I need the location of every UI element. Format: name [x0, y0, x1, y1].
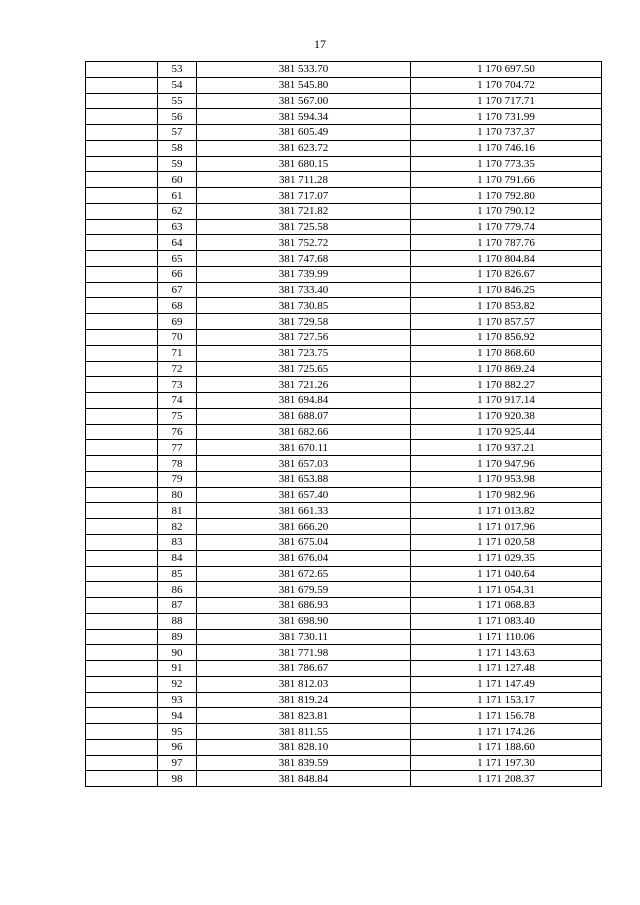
y-coordinate-cell: 1 170 790.12	[411, 203, 602, 219]
point-number-cell: 55	[158, 93, 197, 109]
blank-cell	[86, 188, 158, 204]
point-number-cell: 59	[158, 156, 197, 172]
blank-cell	[86, 203, 158, 219]
point-number-cell: 66	[158, 266, 197, 282]
y-coordinate-cell: 1 171 188.60	[411, 739, 602, 755]
table-row	[86, 172, 602, 188]
x-coordinate-cell: 381 680.15	[197, 156, 411, 172]
blank-cell	[86, 739, 158, 755]
y-coordinate-cell: 1 170 868.60	[411, 345, 602, 361]
table-row	[86, 471, 602, 487]
y-coordinate-cell: 1 170 773.35	[411, 156, 602, 172]
table-row	[86, 235, 602, 251]
x-coordinate-cell: 381 567.00	[197, 93, 411, 109]
y-coordinate-cell: 1 171 174.26	[411, 724, 602, 740]
y-coordinate-cell: 1 170 982.96	[411, 487, 602, 503]
blank-cell	[86, 456, 158, 472]
blank-cell	[86, 345, 158, 361]
table-row	[86, 393, 602, 409]
x-coordinate-cell: 381 823.81	[197, 708, 411, 724]
point-number-cell: 84	[158, 550, 197, 566]
coordinates-table-body	[86, 62, 602, 787]
x-coordinate-cell: 381 786.67	[197, 661, 411, 677]
point-number-cell: 90	[158, 645, 197, 661]
y-coordinate-cell: 1 170 746.16	[411, 140, 602, 156]
x-coordinate-cell: 381 672.65	[197, 566, 411, 582]
point-number-cell: 68	[158, 298, 197, 314]
table-row	[86, 661, 602, 677]
blank-cell	[86, 645, 158, 661]
blank-cell	[86, 708, 158, 724]
table-row	[86, 314, 602, 330]
blank-cell	[86, 125, 158, 141]
y-coordinate-cell: 1 171 127.48	[411, 661, 602, 677]
table-row	[86, 629, 602, 645]
y-coordinate-cell: 1 170 826.67	[411, 266, 602, 282]
blank-cell	[86, 440, 158, 456]
table-row	[86, 598, 602, 614]
blank-cell	[86, 282, 158, 298]
point-number-cell: 75	[158, 408, 197, 424]
table-row	[86, 503, 602, 519]
y-coordinate-cell: 1 171 153.17	[411, 692, 602, 708]
x-coordinate-cell: 381 729.58	[197, 314, 411, 330]
x-coordinate-cell: 381 698.90	[197, 613, 411, 629]
blank-cell	[86, 598, 158, 614]
y-coordinate-cell: 1 170 917.14	[411, 393, 602, 409]
table-row	[86, 724, 602, 740]
point-number-cell: 82	[158, 519, 197, 535]
x-coordinate-cell: 381 730.85	[197, 298, 411, 314]
x-coordinate-cell: 381 752.72	[197, 235, 411, 251]
point-number-cell: 64	[158, 235, 197, 251]
y-coordinate-cell: 1 171 110.06	[411, 629, 602, 645]
point-number-cell: 70	[158, 330, 197, 346]
x-coordinate-cell: 381 694.84	[197, 393, 411, 409]
y-coordinate-cell: 1 170 804.84	[411, 251, 602, 267]
x-coordinate-cell: 381 676.04	[197, 550, 411, 566]
table-row	[86, 613, 602, 629]
y-coordinate-cell: 1 171 068.83	[411, 598, 602, 614]
blank-cell	[86, 156, 158, 172]
blank-cell	[86, 77, 158, 93]
point-number-cell: 57	[158, 125, 197, 141]
x-coordinate-cell: 381 839.59	[197, 755, 411, 771]
y-coordinate-cell: 1 171 029.35	[411, 550, 602, 566]
x-coordinate-cell: 381 812.03	[197, 676, 411, 692]
blank-cell	[86, 235, 158, 251]
table-row	[86, 125, 602, 141]
table-row	[86, 534, 602, 550]
x-coordinate-cell: 381 666.20	[197, 519, 411, 535]
table-row	[86, 156, 602, 172]
point-number-cell: 61	[158, 188, 197, 204]
blank-cell	[86, 566, 158, 582]
x-coordinate-cell: 381 721.26	[197, 377, 411, 393]
blank-cell	[86, 219, 158, 235]
x-coordinate-cell: 381 594.34	[197, 109, 411, 125]
table-row	[86, 692, 602, 708]
table-row	[86, 771, 602, 787]
x-coordinate-cell: 381 828.10	[197, 739, 411, 755]
table-row	[86, 519, 602, 535]
x-coordinate-cell: 381 725.58	[197, 219, 411, 235]
table-row	[86, 77, 602, 93]
coordinates-table	[85, 61, 602, 787]
point-number-cell: 63	[158, 219, 197, 235]
y-coordinate-cell: 1 171 197.30	[411, 755, 602, 771]
x-coordinate-cell: 381 545.80	[197, 77, 411, 93]
x-coordinate-cell: 381 717.07	[197, 188, 411, 204]
table-row	[86, 298, 602, 314]
point-number-cell: 88	[158, 613, 197, 629]
point-number-cell: 94	[158, 708, 197, 724]
table-row	[86, 109, 602, 125]
y-coordinate-cell: 1 170 953.98	[411, 471, 602, 487]
y-coordinate-cell: 1 171 013.82	[411, 503, 602, 519]
y-coordinate-cell: 1 170 787.76	[411, 235, 602, 251]
blank-cell	[86, 93, 158, 109]
blank-cell	[86, 377, 158, 393]
point-number-cell: 96	[158, 739, 197, 755]
point-number-cell: 54	[158, 77, 197, 93]
table-row	[86, 550, 602, 566]
y-coordinate-cell: 1 170 846.25	[411, 282, 602, 298]
x-coordinate-cell: 381 686.93	[197, 598, 411, 614]
y-coordinate-cell: 1 170 717.71	[411, 93, 602, 109]
x-coordinate-cell: 381 653.88	[197, 471, 411, 487]
table-row	[86, 408, 602, 424]
y-coordinate-cell: 1 170 792.80	[411, 188, 602, 204]
blank-cell	[86, 361, 158, 377]
x-coordinate-cell: 381 747.68	[197, 251, 411, 267]
table-row	[86, 282, 602, 298]
point-number-cell: 97	[158, 755, 197, 771]
x-coordinate-cell: 381 682.66	[197, 424, 411, 440]
y-coordinate-cell: 1 171 040.64	[411, 566, 602, 582]
table-row	[86, 345, 602, 361]
x-coordinate-cell: 381 811.55	[197, 724, 411, 740]
y-coordinate-cell: 1 171 143.63	[411, 645, 602, 661]
point-number-cell: 56	[158, 109, 197, 125]
blank-cell	[86, 266, 158, 282]
y-coordinate-cell: 1 170 882.27	[411, 377, 602, 393]
point-number-cell: 86	[158, 582, 197, 598]
table-row	[86, 219, 602, 235]
blank-cell	[86, 314, 158, 330]
y-coordinate-cell: 1 170 856.92	[411, 330, 602, 346]
x-coordinate-cell: 381 721.82	[197, 203, 411, 219]
y-coordinate-cell: 1 171 017.96	[411, 519, 602, 535]
x-coordinate-cell: 381 623.72	[197, 140, 411, 156]
y-coordinate-cell: 1 171 156.78	[411, 708, 602, 724]
x-coordinate-cell: 381 688.07	[197, 408, 411, 424]
point-number-cell: 78	[158, 456, 197, 472]
y-coordinate-cell: 1 170 920.38	[411, 408, 602, 424]
point-number-cell: 81	[158, 503, 197, 519]
page-number: 17	[314, 37, 326, 51]
point-number-cell: 93	[158, 692, 197, 708]
table-row	[86, 140, 602, 156]
y-coordinate-cell: 1 170 779.74	[411, 219, 602, 235]
x-coordinate-cell: 381 533.70	[197, 62, 411, 78]
table-row	[86, 361, 602, 377]
point-number-cell: 72	[158, 361, 197, 377]
blank-cell	[86, 771, 158, 787]
y-coordinate-cell: 1 171 054.31	[411, 582, 602, 598]
y-coordinate-cell: 1 170 937.21	[411, 440, 602, 456]
y-coordinate-cell: 1 170 869.24	[411, 361, 602, 377]
table-row	[86, 377, 602, 393]
y-coordinate-cell: 1 171 147.49	[411, 676, 602, 692]
x-coordinate-cell: 381 675.04	[197, 534, 411, 550]
y-coordinate-cell: 1 170 737.37	[411, 125, 602, 141]
blank-cell	[86, 408, 158, 424]
table-row	[86, 93, 602, 109]
y-coordinate-cell: 1 170 704.72	[411, 77, 602, 93]
table-row	[86, 566, 602, 582]
x-coordinate-cell: 381 733.40	[197, 282, 411, 298]
table-row	[86, 487, 602, 503]
x-coordinate-cell: 381 727.56	[197, 330, 411, 346]
blank-cell	[86, 629, 158, 645]
point-number-cell: 79	[158, 471, 197, 487]
x-coordinate-cell: 381 679.59	[197, 582, 411, 598]
blank-cell	[86, 330, 158, 346]
table-row	[86, 424, 602, 440]
table-row	[86, 739, 602, 755]
y-coordinate-cell: 1 170 731.99	[411, 109, 602, 125]
blank-cell	[86, 62, 158, 78]
point-number-cell: 80	[158, 487, 197, 503]
blank-cell	[86, 140, 158, 156]
blank-cell	[86, 471, 158, 487]
table-row	[86, 188, 602, 204]
y-coordinate-cell: 1 170 947.96	[411, 456, 602, 472]
blank-cell	[86, 692, 158, 708]
blank-cell	[86, 613, 158, 629]
table-row	[86, 582, 602, 598]
point-number-cell: 95	[158, 724, 197, 740]
y-coordinate-cell: 1 171 020.58	[411, 534, 602, 550]
point-number-cell: 71	[158, 345, 197, 361]
point-number-cell: 67	[158, 282, 197, 298]
point-number-cell: 60	[158, 172, 197, 188]
x-coordinate-cell: 381 771.98	[197, 645, 411, 661]
point-number-cell: 58	[158, 140, 197, 156]
x-coordinate-cell: 381 605.49	[197, 125, 411, 141]
y-coordinate-cell: 1 170 857.57	[411, 314, 602, 330]
x-coordinate-cell: 381 725.65	[197, 361, 411, 377]
point-number-cell: 62	[158, 203, 197, 219]
point-number-cell: 89	[158, 629, 197, 645]
blank-cell	[86, 172, 158, 188]
table-row	[86, 62, 602, 78]
point-number-cell: 69	[158, 314, 197, 330]
blank-cell	[86, 424, 158, 440]
blank-cell	[86, 251, 158, 267]
x-coordinate-cell: 381 723.75	[197, 345, 411, 361]
blank-cell	[86, 550, 158, 566]
table-row	[86, 203, 602, 219]
x-coordinate-cell: 381 661.33	[197, 503, 411, 519]
table-row	[86, 330, 602, 346]
blank-cell	[86, 661, 158, 677]
point-number-cell: 85	[158, 566, 197, 582]
x-coordinate-cell: 381 739.99	[197, 266, 411, 282]
blank-cell	[86, 676, 158, 692]
blank-cell	[86, 503, 158, 519]
point-number-cell: 77	[158, 440, 197, 456]
point-number-cell: 53	[158, 62, 197, 78]
x-coordinate-cell: 381 819.24	[197, 692, 411, 708]
y-coordinate-cell: 1 171 208.37	[411, 771, 602, 787]
point-number-cell: 65	[158, 251, 197, 267]
point-number-cell: 92	[158, 676, 197, 692]
x-coordinate-cell: 381 848.84	[197, 771, 411, 787]
point-number-cell: 83	[158, 534, 197, 550]
y-coordinate-cell: 1 170 925.44	[411, 424, 602, 440]
blank-cell	[86, 582, 158, 598]
blank-cell	[86, 724, 158, 740]
point-number-cell: 98	[158, 771, 197, 787]
y-coordinate-cell: 1 170 791.66	[411, 172, 602, 188]
blank-cell	[86, 393, 158, 409]
y-coordinate-cell: 1 170 697.50	[411, 62, 602, 78]
x-coordinate-cell: 381 670.11	[197, 440, 411, 456]
blank-cell	[86, 109, 158, 125]
point-number-cell: 91	[158, 661, 197, 677]
blank-cell	[86, 755, 158, 771]
table-row	[86, 266, 602, 282]
blank-cell	[86, 534, 158, 550]
table-row	[86, 251, 602, 267]
x-coordinate-cell: 381 730.11	[197, 629, 411, 645]
x-coordinate-cell: 381 711.28	[197, 172, 411, 188]
y-coordinate-cell: 1 170 853.82	[411, 298, 602, 314]
point-number-cell: 87	[158, 598, 197, 614]
point-number-cell: 76	[158, 424, 197, 440]
table-row	[86, 755, 602, 771]
x-coordinate-cell: 381 657.40	[197, 487, 411, 503]
point-number-cell: 73	[158, 377, 197, 393]
table-row	[86, 676, 602, 692]
table-row	[86, 440, 602, 456]
blank-cell	[86, 298, 158, 314]
y-coordinate-cell: 1 171 083.40	[411, 613, 602, 629]
table-row	[86, 708, 602, 724]
x-coordinate-cell: 381 657.03	[197, 456, 411, 472]
blank-cell	[86, 487, 158, 503]
table-row	[86, 456, 602, 472]
table-row	[86, 645, 602, 661]
point-number-cell: 74	[158, 393, 197, 409]
blank-cell	[86, 519, 158, 535]
